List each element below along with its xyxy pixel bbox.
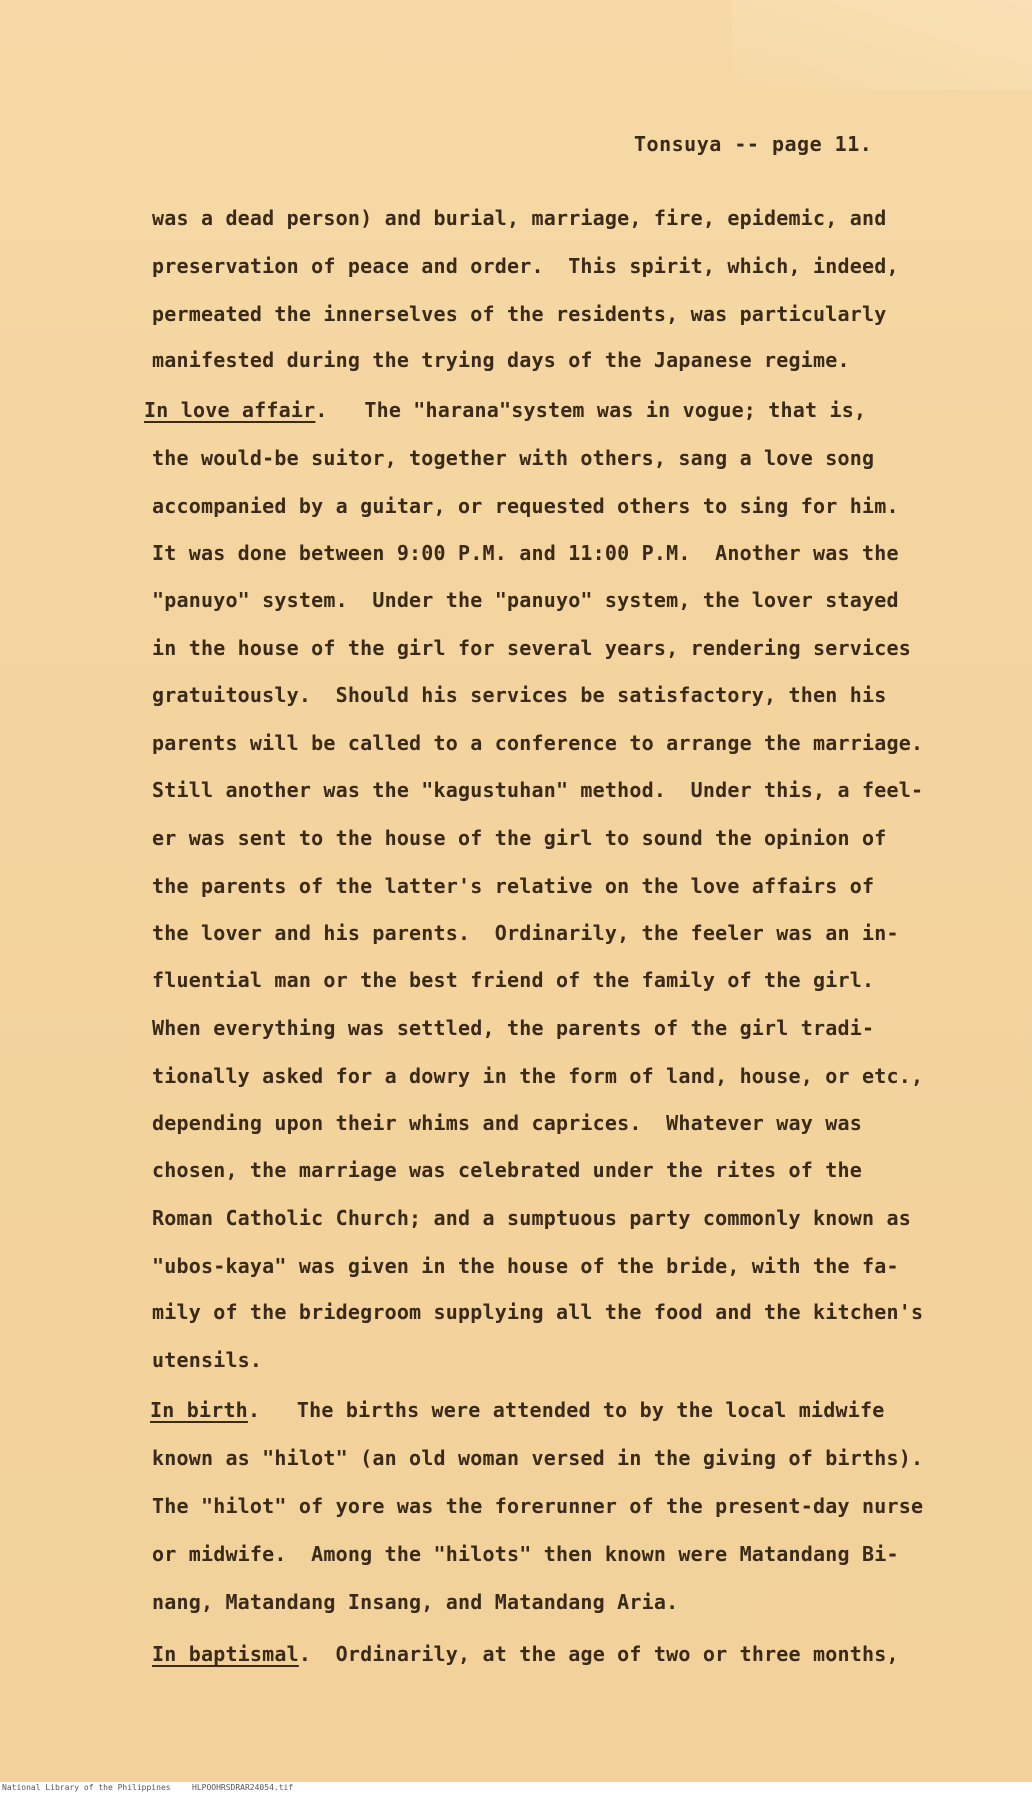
text-line: known as "hilot" (an old woman versed in the giving of births). <box>152 1446 924 1470</box>
text-line: gratuitously. Should his services be satisfactory, then his <box>152 683 887 707</box>
text-line: When everything was settled, the parents of the girl tradi- <box>152 1016 875 1040</box>
text-line: preservation of peace and order. This spirit, which, indeed, <box>152 254 899 278</box>
text-span: . The births were attended to by the local midwife <box>247 1398 885 1422</box>
section-heading: In baptismal <box>152 1642 299 1666</box>
section-heading: In birth <box>150 1398 248 1422</box>
text-line: fluential man or the best friend of the family of the girl. <box>152 968 875 992</box>
text-line: Roman Catholic Church; and a sumptuous party commonly known as <box>152 1206 911 1230</box>
text-line: or midwife. Among the "hilots" then known were Matandang Bi- <box>152 1542 899 1566</box>
text-line: permeated the innerselves of the residents, was particularly <box>152 302 887 326</box>
text-line: depending upon their whims and caprices. Whatever way was <box>152 1111 862 1135</box>
page-fold-shade <box>732 0 1032 90</box>
text-line: Still another was the "kagustuhan" method. Under this, a feel- <box>152 778 924 802</box>
scan-footer <box>0 1782 1032 1808</box>
text-line: The "hilot" of yore was the forerunner of the present-day nurse <box>152 1494 924 1518</box>
text-line: the would-be suitor, together with others, sang a love song <box>152 446 875 470</box>
text-line: mily of the bridegroom supplying all the food and the kitchen's <box>152 1300 924 1324</box>
text-line: "ubos-kaya" was given in the house of the bride, with the fa- <box>152 1254 899 1278</box>
text-span: . Ordinarily, at the age of two or three months, <box>298 1642 899 1666</box>
text-line: "panuyo" system. Under the "panuyo" system, the lover stayed <box>152 588 899 612</box>
text-line: in the house of the girl for several years, rendering services <box>152 636 911 660</box>
text-line: the parents of the latter's relative on the love affairs of <box>152 874 875 898</box>
text-line: chosen, the marriage was celebrated under the rites of the <box>152 1158 862 1182</box>
text-line: utensils. <box>152 1348 263 1372</box>
text-line: the lover and his parents. Ordinarily, the feeler was an in- <box>152 921 899 945</box>
text-line: er was sent to the house of the girl to sound the opinion of <box>152 826 887 850</box>
text-line: manifested during the trying days of the Japanese regime. <box>152 348 850 372</box>
section-line <box>150 1398 884 1422</box>
footer-file-id: HLPOOHRSDRAR24054.tif <box>192 1783 294 1792</box>
section-heading: In love affair <box>144 398 316 422</box>
text-line: parents will be called to a conference to arrange the marriage. <box>152 731 924 755</box>
text-span: . The "harana"system was in vogue; that is, <box>315 398 867 422</box>
text-line: was a dead person) and burial, marriage, fire, epidemic, and <box>152 206 887 230</box>
footer-source: National Library of the Philippines <box>2 1783 171 1792</box>
text-line: tionally asked for a dowry in the form of land, house, or etc., <box>152 1064 924 1088</box>
text-line: It was done between 9:00 P.M. and 11:00 P.M. Another was the <box>152 541 899 565</box>
section-line <box>144 398 866 422</box>
text-line: nang, Matandang Insang, and Matandang Aria. <box>152 1590 679 1614</box>
page-header: Tonsuya -- page 11. <box>634 132 873 156</box>
text-line: accompanied by a guitar, or requested others to sing for him. <box>152 494 899 518</box>
section-line <box>152 1642 899 1666</box>
